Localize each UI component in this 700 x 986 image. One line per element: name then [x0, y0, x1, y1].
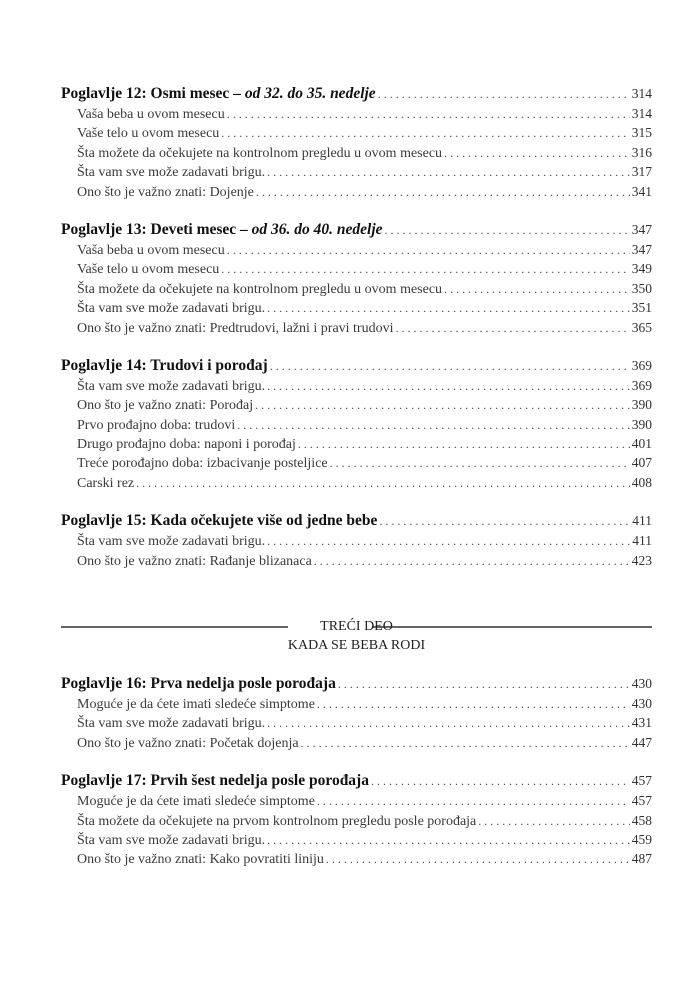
toc-entry[interactable]	[61, 849, 652, 868]
page-number: 458	[631, 812, 652, 828]
leader-dots	[301, 734, 630, 753]
page-number: 390	[631, 397, 652, 413]
chapter-title: Poglavlje 16: Prva nedelja posle porođaja	[61, 675, 336, 692]
page-number: 365	[631, 319, 652, 335]
page-number: 459	[631, 831, 652, 847]
entry-label: Šta možete da očekujete na kontrolnom pregledu u ovom mesecu	[77, 145, 443, 161]
leader-dots	[395, 319, 629, 338]
part-title	[61, 617, 652, 655]
entry-label: Prvo prođajno doba: trudovi	[77, 417, 236, 433]
leader-dots	[267, 377, 630, 396]
chapter-title-row[interactable]	[61, 771, 652, 791]
page-number: 369	[631, 377, 652, 393]
entry-label: Šta možete da očekujete na prvom kontrolnom pregledu posle porođaja	[77, 813, 477, 829]
entry-label: Šta možete da očekujete na kontrolnom pregledu u ovom mesecu	[77, 281, 443, 297]
leader-dots	[267, 299, 630, 318]
leader-dots	[237, 416, 629, 435]
entry-label: Šta vam sve može zadavati brigu.	[77, 832, 266, 848]
toc-entry[interactable]	[61, 811, 652, 830]
toc-entry[interactable]	[61, 434, 652, 453]
leader-dots	[267, 831, 630, 850]
leader-dots	[256, 183, 630, 202]
part-number: TREĆI DEO	[320, 619, 393, 634]
page-number: 487	[631, 851, 652, 867]
page-number: 351	[631, 300, 652, 316]
chapter-title: Poglavlje 17: Prvih šest nedelja posle porođaja	[61, 772, 369, 790]
chapter-title-row[interactable]	[61, 220, 652, 240]
toc-entry[interactable]	[61, 733, 652, 752]
toc-entry[interactable]	[61, 395, 652, 414]
toc-entry[interactable]	[61, 104, 652, 123]
chapter-16	[61, 674, 652, 752]
entry-label: Ono što je važno znati: Početak dojenja	[77, 735, 299, 751]
leader-dots	[221, 124, 629, 143]
leader-dots	[385, 220, 630, 240]
toc-section-after	[61, 674, 652, 888]
toc-entry[interactable]	[61, 143, 652, 162]
page-number: 457	[631, 773, 652, 789]
leader-dots	[227, 105, 630, 124]
leader-dots	[298, 435, 630, 454]
toc-entry[interactable]	[61, 453, 652, 472]
entry-label: Vaša beba u ovom mesecu	[77, 107, 225, 122]
leader-dots	[267, 163, 630, 182]
toc-entry[interactable]	[61, 259, 652, 278]
leader-dots	[314, 552, 630, 571]
entry-label: Ono što je važno znati: Predtrudovi, lažni i pravi trudovi	[77, 320, 394, 336]
toc-entry[interactable]	[61, 551, 652, 570]
chapter-14	[61, 356, 652, 492]
leader-dots	[326, 850, 630, 869]
leader-dots	[478, 812, 629, 831]
leader-dots	[444, 280, 630, 299]
entry-label: Šta vam sve može zadavati brigu.	[77, 716, 266, 732]
page-number: 430	[631, 676, 652, 691]
toc-entry[interactable]	[61, 531, 652, 550]
toc-entry[interactable]	[61, 298, 652, 317]
chapter-title-row[interactable]	[61, 84, 652, 104]
page-number: 341	[631, 183, 652, 199]
page-number: 369	[631, 357, 652, 373]
leader-dots	[330, 454, 630, 473]
entry-label: Šta vam sve može zadavati brigu.	[77, 378, 266, 394]
toc-entry[interactable]	[61, 694, 652, 713]
toc-entry[interactable]	[61, 830, 652, 849]
entry-label: Moguće je da ćete imati sledeće simptome	[77, 794, 315, 810]
page-number: 350	[631, 280, 652, 296]
entry-label: Šta vam sve može zadavati brigu.	[77, 534, 266, 550]
page-number: 408	[631, 474, 652, 490]
chapter-17	[61, 771, 652, 869]
page-number: 347	[631, 221, 652, 237]
page-number: 430	[631, 696, 652, 711]
entry-label: Drugo prođajno doba: naponi i porođaj	[77, 437, 296, 453]
toc-section-before	[61, 84, 652, 589]
page-number: 407	[631, 455, 652, 471]
page-number: 315	[631, 125, 652, 141]
leader-dots	[136, 474, 630, 493]
entry-label: Šta vam sve može zadavati brigu.	[77, 301, 266, 317]
toc-entry[interactable]	[61, 473, 652, 492]
entry-label: Vaša beba u ovom mesecu	[77, 242, 225, 258]
entry-label: Treće porođajno doba: izbacivanje posteljice	[77, 456, 328, 472]
chapter-title: Poglavlje 13: Deveti mesec – od 36. do 40. nedelje	[61, 220, 383, 238]
page-number: 390	[631, 416, 652, 432]
toc-entry[interactable]	[61, 415, 652, 434]
chapter-title: Poglavlje 15: Kada očekujete više od jedne bebe	[61, 512, 378, 530]
leader-dots	[338, 674, 630, 694]
page-number: 347	[631, 241, 652, 257]
page-number: 447	[631, 734, 652, 750]
leader-dots	[221, 260, 629, 279]
leader-dots	[444, 144, 630, 163]
entry-label: Vaše telo u ovom mesecu	[77, 126, 220, 142]
toc-entry[interactable]	[61, 123, 652, 142]
toc-entry[interactable]	[61, 162, 652, 181]
leader-dots	[371, 771, 630, 791]
leader-dots	[270, 356, 630, 376]
chapter-title-row[interactable]	[61, 674, 652, 694]
leader-dots	[379, 511, 630, 531]
page-number: 317	[631, 164, 652, 180]
chapter-15	[61, 511, 652, 570]
toc-entry[interactable]	[61, 713, 652, 732]
part-name: KADA SE BEBA RODI	[287, 638, 426, 653]
toc-entry[interactable]	[61, 376, 652, 395]
page-number: 411	[632, 513, 652, 529]
entry-label: Ono što je važno znati: Kako povratiti liniju	[77, 852, 324, 868]
entry-label: Moguće je da ćete imati sledeće simptome	[77, 697, 315, 712]
entry-label: Šta vam sve može zadavati brigu.	[77, 165, 266, 181]
leader-dots	[255, 396, 630, 415]
page-number: 314	[631, 86, 652, 101]
leader-dots	[317, 695, 630, 714]
leader-dots	[378, 84, 630, 104]
chapter-12	[61, 84, 652, 201]
toc-entry[interactable]	[61, 791, 652, 810]
leader-dots	[317, 792, 630, 811]
toc-entry[interactable]	[61, 318, 652, 337]
entry-label: Ono što je važno znati: Dojenje	[77, 184, 254, 200]
page-number: 411	[632, 533, 652, 549]
page-number: 457	[631, 793, 652, 809]
toc-entry[interactable]	[61, 240, 652, 259]
chapter-title-row[interactable]	[61, 356, 652, 376]
part-header	[61, 614, 652, 654]
chapter-title: Poglavlje 12: Osmi mesec – od 32. do 35. nedelje	[61, 85, 376, 102]
page-number: 431	[631, 715, 652, 731]
page-number: 314	[631, 106, 652, 121]
entry-label: Ono što je važno znati: Porođaj	[77, 398, 254, 414]
leader-dots	[267, 714, 630, 733]
chapter-title: Poglavlje 14: Trudovi i porođaj	[61, 356, 268, 374]
page-number: 423	[631, 552, 652, 568]
page-number: 349	[631, 261, 652, 277]
page-number: 316	[631, 144, 652, 160]
chapter-title-row[interactable]	[61, 511, 652, 531]
entry-label: Ono što je važno znati: Rađanje blizanaca	[77, 553, 312, 569]
entry-label: Carski rez	[77, 475, 135, 491]
entry-label: Vaše telo u ovom mesecu	[77, 262, 220, 278]
toc-entry[interactable]	[61, 182, 652, 201]
chapter-13	[61, 220, 652, 337]
leader-dots	[227, 241, 630, 260]
page-number: 401	[631, 436, 652, 452]
toc-entry[interactable]	[61, 279, 652, 298]
leader-dots	[267, 532, 630, 551]
